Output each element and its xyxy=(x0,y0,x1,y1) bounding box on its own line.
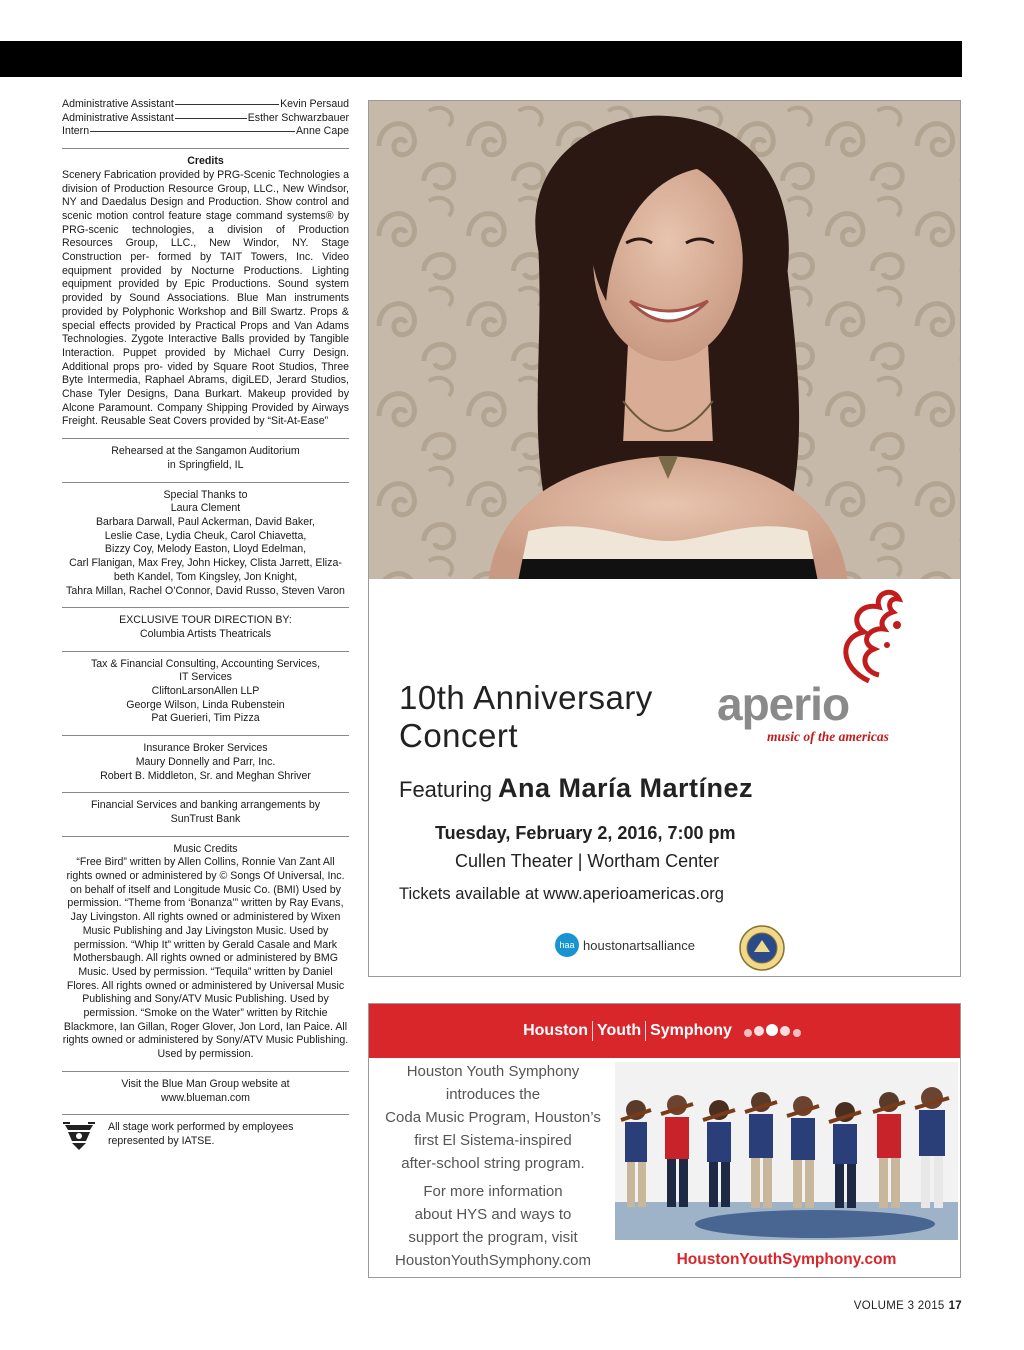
credits-heading: Credits xyxy=(187,155,224,168)
featuring-line: Featuring Ana María Martínez xyxy=(399,773,754,803)
city-seal-icon xyxy=(739,925,785,971)
page-footer xyxy=(854,1300,962,1312)
hys-dots-icon xyxy=(742,1022,806,1040)
tax-services-block: Tax & Financial Consulting, Accounting Services, IT Services CliftonLarsonAllen LLP George Wilson, Linda Rubenstein Pat Guerieri, Tim Pizza xyxy=(90,657,321,725)
divider xyxy=(62,1114,349,1115)
staff-name: Esther Schwarzbauer xyxy=(247,111,349,124)
aperio-tagline: music of the americas xyxy=(767,729,889,744)
staff-name: Anne Cape xyxy=(295,125,349,138)
top-banner-bar xyxy=(0,41,962,77)
concert-venue: Cullen Theater | Wortham Center xyxy=(455,851,720,871)
staff-line xyxy=(62,125,349,139)
hys-website-link[interactable]: HoustonYouthSymphony.com xyxy=(676,1251,897,1268)
staff-role: Administrative Assistant xyxy=(62,98,174,110)
financial-block: Financial Services and banking arrangements by SunTrust Bank xyxy=(90,799,321,825)
rehearsed-block: Rehearsed at the Sangamon Auditorium in Springfield, IL xyxy=(111,445,300,471)
iatse-block xyxy=(62,1121,349,1151)
aperio-logo-text: aperio xyxy=(717,678,850,730)
page-number: 17 xyxy=(948,1300,962,1312)
divider xyxy=(62,438,349,439)
haa-icon: haa xyxy=(555,933,579,957)
divider xyxy=(62,482,349,483)
aperio-concert-ad xyxy=(368,100,961,977)
concert-date: Tuesday, February 2, 2016, 7:00 pm xyxy=(435,823,736,843)
hys-intro: Houston Youth Symphony introduces the Coda Music Program, Houston’s first El Sistema-inspired after-school string program. xyxy=(385,1063,601,1172)
houston-youth-symphony-ad xyxy=(368,1003,961,1278)
houston-arts-alliance-logo: haa houstonartsalliance xyxy=(555,933,695,957)
special-thanks-block: Special Thanks to Laura Clement Barbara Darwall, Paul Ackerman, David Baker, Leslie Case, Lydia Cheuk, Carol Chiavetta, Bizzy Coy, Melody Easton, Lloyd Edelman, Carl Flanigan, Max Frey, John Hickey, Clista Jarrett, Eliza- beth Kandel, Tom Kingsley, Jon Knight, Tahra Millan, Rachel O’Connor, David Russo, Steven Varon xyxy=(66,488,345,597)
divider xyxy=(62,836,349,837)
credits-column xyxy=(62,98,349,1151)
music-credits-block xyxy=(62,843,349,1062)
aperio-flourish-icon xyxy=(829,587,909,683)
singer-portrait-image xyxy=(369,101,960,579)
students-with-violins-image xyxy=(615,1062,958,1240)
divider xyxy=(62,735,349,736)
insurance-block: Insurance Broker Services Maury Donnelly and Parr, Inc. Robert B. Middleton, Sr. and Meghan Shriver xyxy=(100,742,311,782)
artist-name: Ana María Martínez xyxy=(497,773,754,803)
website-link[interactable]: www.blueman.com xyxy=(161,1091,250,1104)
credits-body: Scenery Fabrication provided by PRG-Scenic Technologies a division of Production Resource Group, LLC., New Windsor, NY and Daedalus Design and Production. Show control and scenic motion control feature stage command systems® by PRG-scenic technologies, a division of Production Resources Group, LLC., New Windor, NY. Stage Construction per- formed by TAIT Towers, Inc. Video equipment provided by Nocturne Productions. Lighting equipment provided by Epic Productions. Sound system provided by Sound Associations. Blue Man instruments provided by Polyphonic Workshop and Bill Swartz. Props & special effects provided by Practical Props and Van Adams Technologies. Zygote Interactive Balls provided by Tangible Interaction. Puppet provided by Michael Curry Design. Additional props pro- vided by Square Root Studios, Three Byte Intermedia, Raphael Abrams, digiLED, Jerard Studios, Chase Tyler Designs, Dana Burkart. Makeup provided by Alcone Paramount. Company Shipping Provided by Airways Freight. Reusable Seat Covers provided by “Sit-At-Ease” xyxy=(62,168,349,428)
divider xyxy=(62,148,349,149)
hys-more-info: For more information about HYS and ways to support the program, visit HoustonYouthSymphony.com xyxy=(395,1183,591,1269)
staff-line xyxy=(62,98,349,112)
music-credits-heading: Music Credits xyxy=(173,842,238,855)
aperio-ad-text xyxy=(369,579,960,977)
tickets-info[interactable]: Tickets available at www.aperioamericas.org xyxy=(399,885,724,903)
music-credits-body: “Free Bird” written by Allen Collins, Ronnie Van Zant All rights owned or administered by © Songs Of Universal, Inc. on behalf of itself and Longitude Music Co. (BMI) Used by permission. “Theme from ‘Bonanza’” written by Ray Evans, Jay Livingston. All rights owned or administered by Wixen Music Publishing and Jay Livingston Music. Used by permission. “Whip It” written by Gerald Casale and Mark Mothersbaugh. All rights owned or administered by BMG Music. Used by permission. “Tequila” written by Daniel Flores. All rights owned or administered by Universal Music Publishing and Sony/ATV Music Publishing. Used by permission. “Smoke on the Water” written by Ritchie Blackmore, Ian Gillan, Roger Glover, Jon Lord, Ian Paice. All rights owned or administered by Sony/ATV Music Publishing. Used by permission. xyxy=(62,856,349,1061)
iatse-logo-icon xyxy=(62,1121,96,1151)
website-block: Visit the Blue Man Group website at www.blueman.com xyxy=(62,1078,349,1105)
iatse-note: All stage work performed by employees represented by IATSE. xyxy=(108,1121,294,1147)
staff-role: Administrative Assistant xyxy=(62,111,174,124)
divider xyxy=(62,651,349,652)
divider xyxy=(62,792,349,793)
hys-banner: Houston Youth Symphony xyxy=(369,1004,960,1058)
staff-line xyxy=(62,112,349,126)
staff-name: Kevin Persaud xyxy=(280,98,349,110)
staff-role: Intern xyxy=(62,125,90,138)
divider xyxy=(62,607,349,608)
divider xyxy=(62,1071,349,1072)
concert-title: 10th Anniversary Concert xyxy=(399,679,653,754)
volume-label: VOLUME 3 2015 xyxy=(853,1300,945,1312)
tour-direction-block: EXCLUSIVE TOUR DIRECTION BY: Columbia Artists Theatricals xyxy=(119,614,292,640)
